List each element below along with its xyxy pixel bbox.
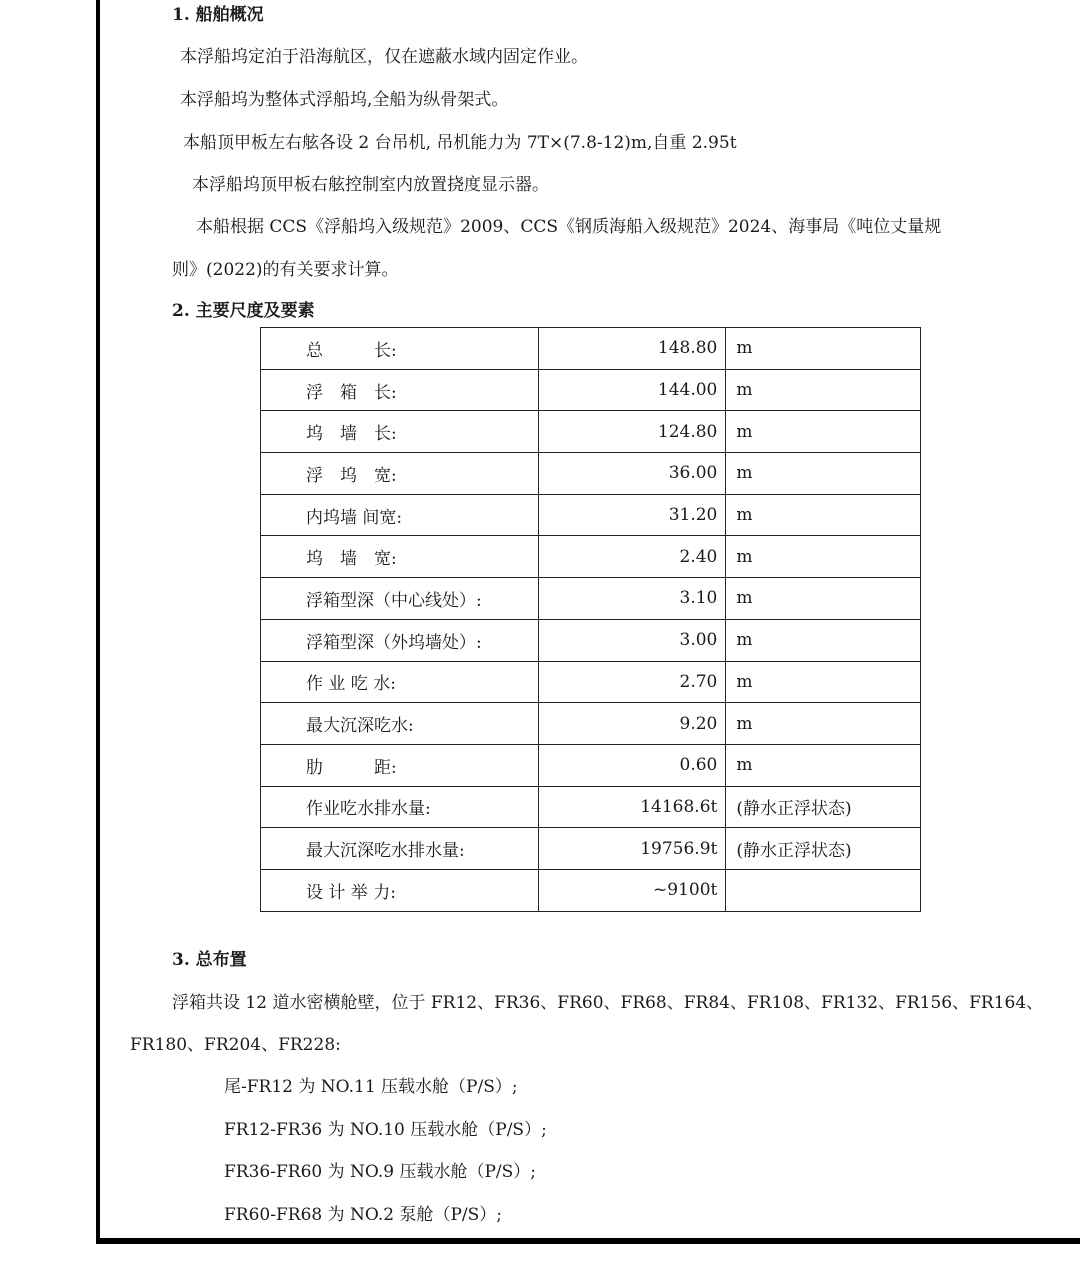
row-value: 144.00 (538, 369, 726, 411)
row-label: 内坞墙 间宽: (261, 494, 539, 536)
section-1-heading: 1. 船舶概况 (172, 5, 264, 25)
table-row (261, 494, 921, 536)
row-label: 设 计 举 力: (261, 869, 539, 911)
row-value: 14168.6t (538, 786, 726, 828)
section-2-heading: 2. 主要尺度及要素 (172, 301, 315, 321)
list-item: FR60-FR68 为 NO.2 泵舱（P/S）; (224, 1205, 502, 1225)
row-unit: m (726, 703, 921, 745)
row-unit: m (726, 536, 921, 578)
row-unit (726, 869, 921, 911)
row-unit: m (726, 661, 921, 703)
row-value: 2.40 (538, 536, 726, 578)
row-value: 3.10 (538, 578, 726, 620)
row-label: 浮箱型深（中心线处）: (261, 578, 539, 620)
row-label: 最大沉深吃水排水量: (261, 828, 539, 870)
row-label: 浮 坞 宽: (261, 453, 539, 495)
row-unit: m (726, 369, 921, 411)
row-value: 2.70 (538, 661, 726, 703)
table-row (261, 619, 921, 661)
row-unit: (静水正浮状态) (726, 786, 921, 828)
table-row (261, 411, 921, 453)
table-row (261, 703, 921, 745)
row-unit: m (726, 453, 921, 495)
row-unit: m (726, 619, 921, 661)
table-row (261, 744, 921, 786)
row-label: 肋 距: (261, 744, 539, 786)
table-row (261, 453, 921, 495)
row-unit: m (726, 328, 921, 370)
list-item: 尾-FR12 为 NO.11 压载水舱（P/S）; (224, 1077, 518, 1097)
row-value: 19756.9t (538, 828, 726, 870)
section-3-intro: 浮箱共设 12 道水密横舱壁，位于 FR12、FR36、FR60、FR68、FR84、FR108、FR132、FR156、FR164、 (172, 993, 1044, 1013)
list-item: FR12-FR36 为 NO.10 压载水舱（P/S）; (224, 1120, 547, 1140)
row-value: 124.80 (538, 411, 726, 453)
row-unit: m (726, 494, 921, 536)
table-row (261, 661, 921, 703)
row-label: 坞 墙 宽: (261, 536, 539, 578)
section-1-paragraph: 本船顶甲板左右舷各设 2 台吊机, 吊机能力为 7T×(7.8-12)m,自重 2.95t (183, 133, 737, 153)
row-label: 作业吃水排水量: (261, 786, 539, 828)
row-value: 0.60 (538, 744, 726, 786)
row-value: 3.00 (538, 619, 726, 661)
table-row (261, 578, 921, 620)
row-unit: m (726, 578, 921, 620)
row-unit: m (726, 411, 921, 453)
section-1-paragraph: 本浮船坞为整体式浮船坞,全船为纵骨架式。 (180, 90, 509, 110)
row-value: 9.20 (538, 703, 726, 745)
row-label: 作 业 吃 水: (261, 661, 539, 703)
row-value: 31.20 (538, 494, 726, 536)
table-row (261, 786, 921, 828)
row-unit: (静水正浮状态) (726, 828, 921, 870)
table-row (261, 328, 921, 370)
dimensions-table (260, 327, 921, 912)
table-row (261, 828, 921, 870)
list-item: FR36-FR60 为 NO.9 压载水舱（P/S）; (224, 1162, 536, 1182)
section-1-paragraph: 本浮船坞定泊于沿海航区，仅在遮蔽水域内固定作业。 (180, 47, 588, 67)
row-label: 最大沉深吃水: (261, 703, 539, 745)
table-row (261, 369, 921, 411)
row-value: 36.00 (538, 453, 726, 495)
row-label: 浮 箱 长: (261, 369, 539, 411)
row-label: 坞 墙 长: (261, 411, 539, 453)
row-value: ~9100t (538, 869, 726, 911)
section-1-paragraph: 本浮船坞顶甲板右舷控制室内放置挠度显示器。 (192, 175, 549, 195)
section-3-intro: FR180、FR204、FR228: (130, 1035, 341, 1055)
section-1-paragraph: 本船根据 CCS《浮船坞入级规范》2009、CCS《钢质海船入级规范》2024、海事局《吨位丈量规 (196, 217, 942, 237)
table-row (261, 536, 921, 578)
section-1-paragraph: 则》(2022)的有关要求计算。 (172, 260, 399, 280)
table-row (261, 869, 921, 911)
row-label: 浮箱型深（外坞墙处）: (261, 619, 539, 661)
row-label: 总 长: (261, 328, 539, 370)
section-3-heading: 3. 总布置 (172, 950, 247, 970)
row-unit: m (726, 744, 921, 786)
row-value: 148.80 (538, 328, 726, 370)
